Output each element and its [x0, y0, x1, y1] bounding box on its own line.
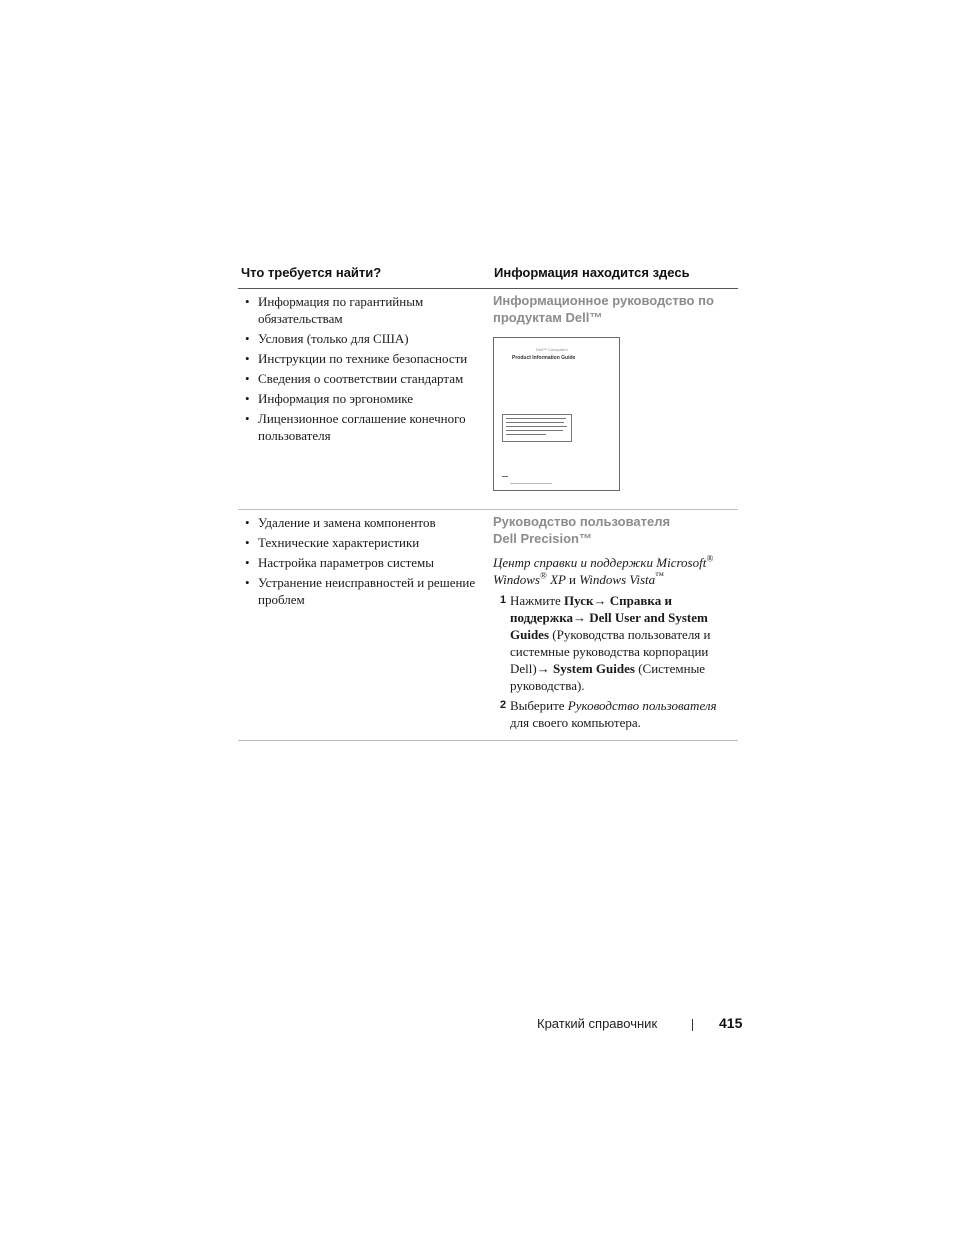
bullet-icon: • [245, 411, 250, 426]
bullet-icon: • [245, 391, 250, 406]
bullet-icon: • [245, 331, 250, 346]
list-item-text: Условия (только для США) [258, 331, 409, 346]
bullet-icon: • [245, 515, 250, 530]
step-text: Нажмите [510, 593, 565, 608]
table-row [238, 510, 738, 741]
subtitle-part4: Windows Vista [579, 572, 656, 587]
list-item-text: Технические характеристики [258, 535, 420, 550]
thumbnail-brand: Dell™ Computers [536, 347, 568, 352]
step-text: Выберите [510, 698, 568, 713]
list-item-text: Настройка параметров системы [258, 555, 434, 570]
subtitle-part1: Центр справки и поддержки Microsoft [493, 555, 707, 570]
list-item [242, 410, 488, 444]
user-guide-title-line1: Руководство пользователя [493, 514, 671, 529]
row1-right-column [493, 292, 738, 491]
list-item [242, 330, 488, 347]
thumbnail-footer-line [510, 483, 552, 484]
list-item [242, 514, 488, 531]
list-item-text: Информация по гарантийным обязательствам [258, 294, 424, 326]
user-guide-italic: Руководство пользователя [567, 698, 717, 713]
bullet-icon: • [245, 555, 250, 570]
subtitle-and: и [568, 572, 576, 587]
registered-mark: ® [539, 570, 547, 581]
thumbnail-text-line [506, 430, 563, 431]
list-item-text: Инструкции по технике безопасности [258, 351, 468, 366]
thumbnail-text-line [506, 434, 546, 435]
arrow-right-icon: → [536, 661, 553, 676]
list-item-text: Удаление и замена компонентов [258, 515, 436, 530]
subtitle-part2: Windows [493, 572, 540, 587]
row2-right-column [493, 513, 738, 734]
row1-bullet-list [242, 293, 488, 444]
dell-guides-label: Dell User and System Guides [510, 610, 708, 642]
trademark-mark: ™ [655, 570, 664, 581]
row1-left-column [242, 293, 488, 447]
list-item-text: Информация по эргономике [258, 391, 414, 406]
bullet-icon: • [245, 535, 250, 550]
list-item [242, 390, 488, 407]
bullet-icon: • [245, 294, 250, 309]
page-footer [0, 1015, 954, 1035]
page-number: 415 [719, 1015, 743, 1031]
step-item [493, 592, 738, 694]
info-table [238, 262, 738, 741]
step-text: для своего компьютера. [510, 715, 641, 730]
footer-title: Краткий справочник [537, 1016, 658, 1031]
header-what-to-find: Что требуется найти? [241, 265, 382, 280]
registered-mark: ® [706, 553, 714, 564]
thumbnail-text-line [506, 418, 566, 419]
step-number: 1 [500, 594, 507, 606]
list-item [242, 534, 488, 551]
list-item [242, 293, 488, 327]
step-text: (Руководства пользователя и системные руководства корпорации Dell) [510, 627, 711, 676]
user-guide-title [493, 513, 738, 547]
user-guide-title-line2: Dell Precision™ [493, 531, 592, 546]
arrow-right-icon: → [573, 610, 590, 625]
thumbnail-warning-box [502, 414, 572, 442]
list-item [242, 370, 488, 387]
header-where-to-find: Информация находится здесь [494, 265, 690, 280]
thumbnail-text-line [506, 422, 564, 423]
list-item-text: Лицензионное соглашение конечного пользователя [258, 411, 466, 443]
system-guides-label: System Guides [552, 661, 635, 676]
list-item [242, 554, 488, 571]
product-info-guide-title: Информационное руководство по продуктам Dell™ [493, 293, 714, 325]
steps-list [493, 592, 738, 731]
thumbnail-text-line [506, 426, 567, 427]
list-item [242, 350, 488, 367]
list-item [242, 574, 488, 608]
start-menu-label: Пуск [564, 593, 594, 608]
help-center-subtitle [493, 554, 738, 588]
step-number: 2 [500, 699, 507, 711]
step-item [493, 697, 738, 731]
bullet-icon: • [245, 575, 250, 590]
help-support-label: Справка и поддержка [510, 593, 672, 625]
step-text: (Системные руководства). [510, 661, 706, 693]
footer-separator [692, 1019, 693, 1031]
bullet-icon: • [245, 371, 250, 386]
table-row [238, 289, 738, 510]
product-info-guide-thumbnail [493, 337, 620, 491]
bullet-icon: • [245, 351, 250, 366]
row2-bullet-list [242, 514, 488, 608]
thumbnail-code-line [502, 476, 508, 477]
row2-left-column [242, 514, 488, 611]
list-item-text: Устранение неисправностей и решение проблем [258, 575, 476, 607]
subtitle-part3: XP [550, 572, 566, 587]
table-header [238, 262, 738, 289]
list-item-text: Сведения о соответствии стандартам [258, 371, 464, 386]
thumbnail-title: Product Information Guide [512, 355, 576, 361]
arrow-right-icon: → [593, 593, 610, 608]
